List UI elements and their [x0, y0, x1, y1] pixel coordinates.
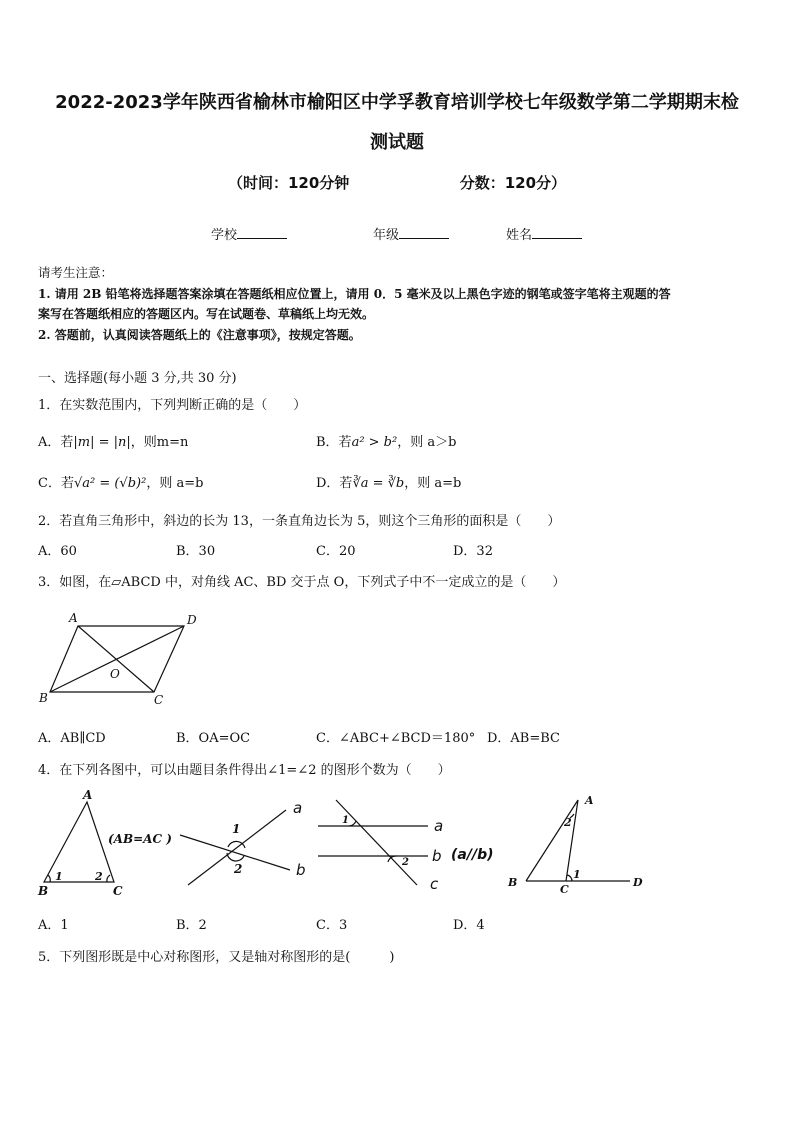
name-field[interactable] — [506, 224, 582, 243]
q4-f2-label-1: 1 — [232, 822, 241, 836]
q3-label-b: B — [39, 691, 48, 705]
q1-c-prefix: C．若 — [38, 476, 74, 491]
q3-label-o: O — [110, 667, 120, 681]
q2-option-a[interactable]: A．60 — [38, 544, 77, 559]
q5-stem: 5．下列图形既是中心对称图形，又是轴对称图形的是( ) — [38, 950, 395, 965]
q4-f2-label-b: b — [296, 861, 306, 879]
q4-f1-label-a: A — [83, 788, 93, 802]
notice-heading: 请考生注意： — [38, 265, 114, 280]
q3-option-c[interactable]: C．∠ABC+∠BCD＝180° — [316, 731, 476, 746]
q3-parallelogram-figure — [36, 610, 206, 710]
q1-b-suffix: ，则 a＞b — [397, 435, 457, 450]
q4-f3-label-2: 2 — [402, 857, 409, 868]
q1-option-d[interactable] — [316, 472, 461, 491]
q3-diagonal-bd — [50, 626, 184, 692]
q4-f4-label-1: 1 — [573, 868, 581, 881]
school-field[interactable] — [211, 224, 287, 243]
name-label: 姓名 — [506, 228, 533, 243]
q1-a-math: |m| = |n| — [73, 435, 131, 450]
q4-option-b[interactable]: B．2 — [176, 918, 207, 933]
q2-option-b[interactable]: B．30 — [176, 544, 216, 559]
q4-f1-condition: (AB=AC ) — [108, 832, 172, 846]
grade-field[interactable] — [373, 224, 449, 243]
q1-b-math: a² > b² — [351, 435, 398, 450]
exam-score: 分数：120分） — [459, 174, 567, 192]
q4-f3-label-c: c — [430, 875, 439, 893]
q1-option-a[interactable] — [38, 431, 188, 450]
q3-label-c: C — [154, 693, 164, 707]
q1-c-suffix: ，则 a=b — [146, 476, 204, 491]
page-title-line2: 测试题 — [370, 132, 424, 153]
grade-blank[interactable] — [399, 226, 449, 239]
q4-f3-label-a: a — [434, 817, 444, 835]
q1-d-prefix: D．若 — [316, 476, 353, 491]
q1-option-c[interactable] — [38, 472, 203, 491]
school-blank[interactable] — [237, 226, 287, 239]
q3-option-d[interactable]: D．AB=BC — [487, 731, 560, 746]
q1-c-math: √a² = (√b)² — [73, 476, 147, 491]
q4-f4-label-c: C — [560, 883, 569, 895]
q4-figure-2 — [178, 795, 318, 895]
notice-item1-line1: 1. 请用 2B 铅笔将选择题答案涂填在答题纸相应位置上，请用 0．5 毫米及以上黑色字迹的钢笔或签字笔将主观题的答 — [38, 287, 671, 301]
q4-figure-4 — [500, 790, 680, 895]
notice-item2: 2. 答题前，认真阅读答题纸上的《注意事项》，按规定答题。 — [38, 328, 361, 342]
section-heading: 一、选择题(每小题 3 分,共 30 分) — [38, 371, 237, 386]
q4-f2-label-a: a — [293, 799, 303, 817]
q4-option-a[interactable]: A．1 — [38, 918, 69, 933]
grade-label: 年级 — [373, 228, 400, 243]
q1-b-prefix: B．若 — [316, 435, 352, 450]
q3-label-a: A — [69, 611, 78, 625]
q4-f4-label-a: A — [585, 794, 594, 807]
notice-item1-line2: 案写在答题纸相应的答题区内。写在试题卷、草稿纸上均无效。 — [38, 307, 375, 321]
q4-option-c[interactable]: C．3 — [316, 918, 348, 933]
q4-f1-label-b: B — [38, 884, 49, 898]
q4-figure-1 — [30, 788, 175, 898]
q3-option-b[interactable]: B．OA=OC — [176, 731, 251, 746]
q4-f1-label-c: C — [113, 884, 123, 898]
q3-label-d: D — [187, 613, 197, 627]
q4-f3-label-b: b — [432, 847, 442, 865]
q1-a-suffix: ，则m=n — [130, 435, 189, 450]
q1-stem: 1．在实数范围内，下列判断正确的是（ ） — [38, 398, 307, 413]
q3-option-a[interactable]: A．AB∥CD — [38, 731, 106, 746]
q4-stem: 4．在下列各图中，可以由题目条件得出∠1=∠2 的图形个数为（ ） — [38, 763, 451, 778]
q1-d-suffix: ，则 a=b — [404, 476, 462, 491]
q4-f3-label-1: 1 — [342, 815, 349, 826]
q4-f4-label-b: B — [508, 876, 518, 889]
q4-figure-3 — [314, 795, 504, 900]
q2-option-c[interactable]: C．20 — [316, 544, 356, 559]
q4-f1-label-2: 2 — [95, 870, 103, 883]
q4-option-d[interactable]: D．4 — [453, 918, 485, 933]
q3-stem: 3．如图，在▱ABCD 中，对角线 AC、BD 交于点 O，下列式子中不一定成立的是（ ） — [38, 575, 566, 590]
q4-f1-label-1: 1 — [55, 870, 63, 883]
q4-f4-label-2: 2 — [564, 816, 572, 829]
q4-f3-condition: (a//b) — [451, 847, 494, 863]
exam-info — [0, 172, 794, 193]
exam-time: （时间：120分钟 — [227, 174, 350, 192]
q2-stem: 2．若直角三角形中，斜边的长为 13，一条直角边长为 5，则这个三角形的面积是（ ） — [38, 514, 561, 529]
q1-option-b[interactable] — [316, 431, 456, 450]
name-blank[interactable] — [532, 226, 582, 239]
q4-f4-label-d: D — [633, 876, 643, 889]
page-title-line1: 2022-2023学年陕西省榆林市榆阳区中学孚教育培训学校七年级数学第二学期期末检 — [55, 92, 739, 113]
q1-d-math: ∛a = ∛b — [352, 476, 405, 491]
q1-a-prefix: A．若 — [38, 435, 74, 450]
school-label: 学校 — [211, 228, 238, 243]
q2-option-d[interactable]: D．32 — [453, 544, 493, 559]
q4-f2-label-2: 2 — [234, 862, 243, 876]
